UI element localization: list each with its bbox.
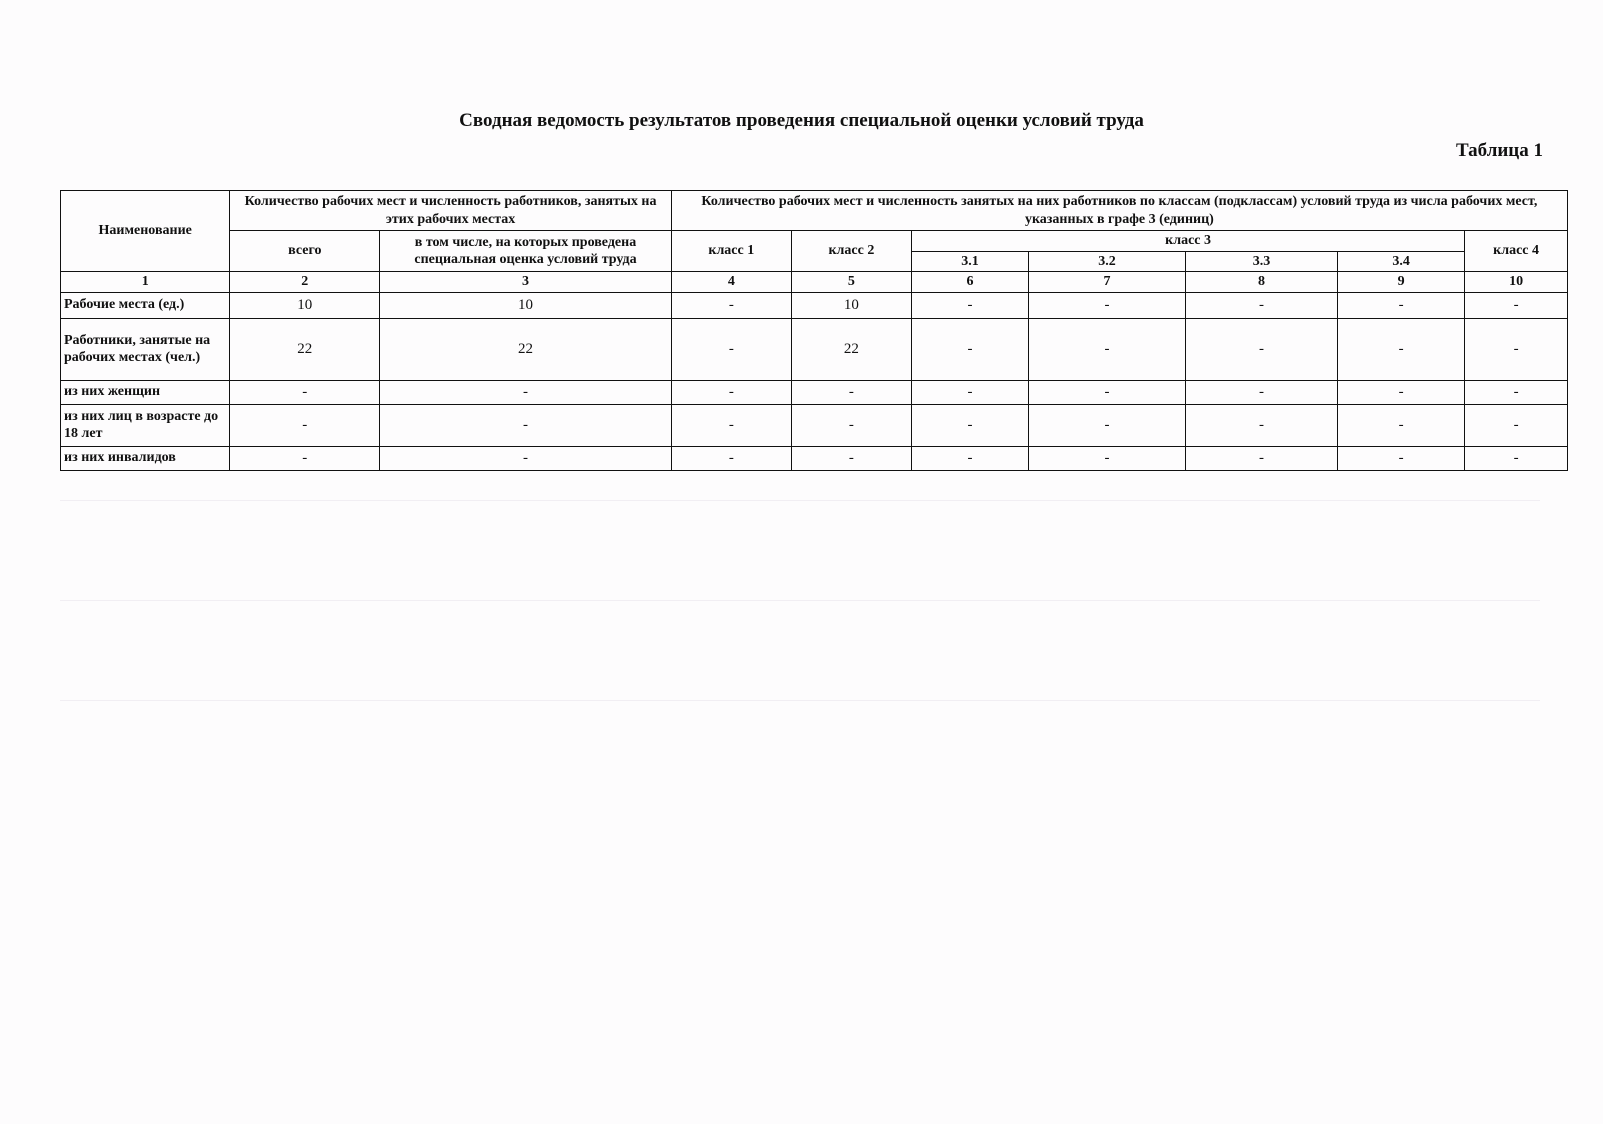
cell-value: 10 [791, 293, 911, 319]
cell-value: - [671, 405, 791, 447]
cell-value: - [1337, 405, 1464, 447]
cell-value: - [1028, 319, 1185, 381]
header-name: Наименование [61, 191, 230, 272]
header-assessed: в том числе, на которых проведена специальная оценка условий труда [380, 231, 672, 272]
cell-value: 22 [230, 319, 380, 381]
header-count-group: Количество рабочих мест и численность работников, занятых на этих рабочих местах [230, 191, 671, 231]
cell-value: - [1465, 405, 1568, 447]
column-number: 7 [1028, 272, 1185, 293]
cell-value: - [791, 447, 911, 471]
cell-value: - [671, 319, 791, 381]
cell-value: - [791, 405, 911, 447]
cell-value: - [1337, 447, 1464, 471]
table-row [61, 293, 1568, 319]
header-class2: класс 2 [791, 231, 911, 272]
column-number: 6 [911, 272, 1028, 293]
header-sub-3-1: 3.1 [911, 251, 1028, 272]
row-label: из них лиц в возрасте до 18 лет [61, 405, 230, 447]
scan-ghost-line [60, 700, 1540, 701]
cell-value: - [1186, 319, 1338, 381]
row-label: Рабочие места (ед.) [61, 293, 230, 319]
scan-ghost-line [60, 500, 1540, 501]
cell-value: - [791, 381, 911, 405]
header-sub-3-4: 3.4 [1337, 251, 1464, 272]
cell-value: - [1186, 293, 1338, 319]
header-total: всего [230, 231, 380, 272]
cell-value: - [671, 447, 791, 471]
cell-value: - [1337, 381, 1464, 405]
cell-value: - [1465, 319, 1568, 381]
column-number-row [61, 272, 1568, 293]
header-class1: класс 1 [671, 231, 791, 272]
column-number: 1 [61, 272, 230, 293]
cell-value: - [1465, 447, 1568, 471]
cell-value: - [380, 381, 672, 405]
scan-ghost-line [60, 600, 1540, 601]
summary-table [60, 190, 1568, 471]
cell-value: - [1186, 447, 1338, 471]
cell-value: - [1028, 405, 1185, 447]
cell-value: 10 [380, 293, 672, 319]
table-row [61, 447, 1568, 471]
cell-value: - [1337, 319, 1464, 381]
column-number: 5 [791, 272, 911, 293]
cell-value: - [230, 447, 380, 471]
cell-value: - [1186, 405, 1338, 447]
cell-value: - [911, 405, 1028, 447]
cell-value: - [380, 447, 672, 471]
header-class3: класс 3 [911, 231, 1464, 252]
cell-value: 10 [230, 293, 380, 319]
cell-value: - [380, 405, 672, 447]
cell-value: - [1028, 381, 1185, 405]
row-label: из них женщин [61, 381, 230, 405]
cell-value: - [1465, 381, 1568, 405]
table-row [61, 381, 1568, 405]
cell-value: - [1465, 293, 1568, 319]
header-sub-3-2: 3.2 [1028, 251, 1185, 272]
header-class4: класс 4 [1465, 231, 1568, 272]
column-number: 2 [230, 272, 380, 293]
cell-value: 22 [791, 319, 911, 381]
header-classes-group: Количество рабочих мест и численность занятых на них работников по классам (подклассам) условий труда из числа рабочих мест, указанных в графе 3 (единиц) [671, 191, 1567, 231]
cell-value: - [911, 381, 1028, 405]
cell-value: - [911, 447, 1028, 471]
column-number: 3 [380, 272, 672, 293]
cell-value: - [911, 319, 1028, 381]
cell-value: - [671, 293, 791, 319]
cell-value: - [1337, 293, 1464, 319]
cell-value: - [230, 381, 380, 405]
column-number: 8 [1186, 272, 1338, 293]
table-label: Таблица 1 [1455, 140, 1543, 161]
row-label: из них инвалидов [61, 447, 230, 471]
column-number: 9 [1337, 272, 1464, 293]
cell-value: - [230, 405, 380, 447]
cell-value: - [911, 293, 1028, 319]
column-number: 10 [1465, 272, 1568, 293]
table-row [61, 405, 1568, 447]
cell-value: - [1028, 293, 1185, 319]
cell-value: - [1028, 447, 1185, 471]
cell-value: 22 [380, 319, 672, 381]
table-row [61, 319, 1568, 381]
cell-value: - [1186, 381, 1338, 405]
row-label: Работники, занятые на рабочих местах (чел.) [61, 319, 230, 381]
cell-value: - [671, 381, 791, 405]
document-title: Сводная ведомость результатов проведения специальной оценки условий труда [459, 110, 1144, 131]
header-sub-3-3: 3.3 [1186, 251, 1338, 272]
column-number: 4 [671, 272, 791, 293]
